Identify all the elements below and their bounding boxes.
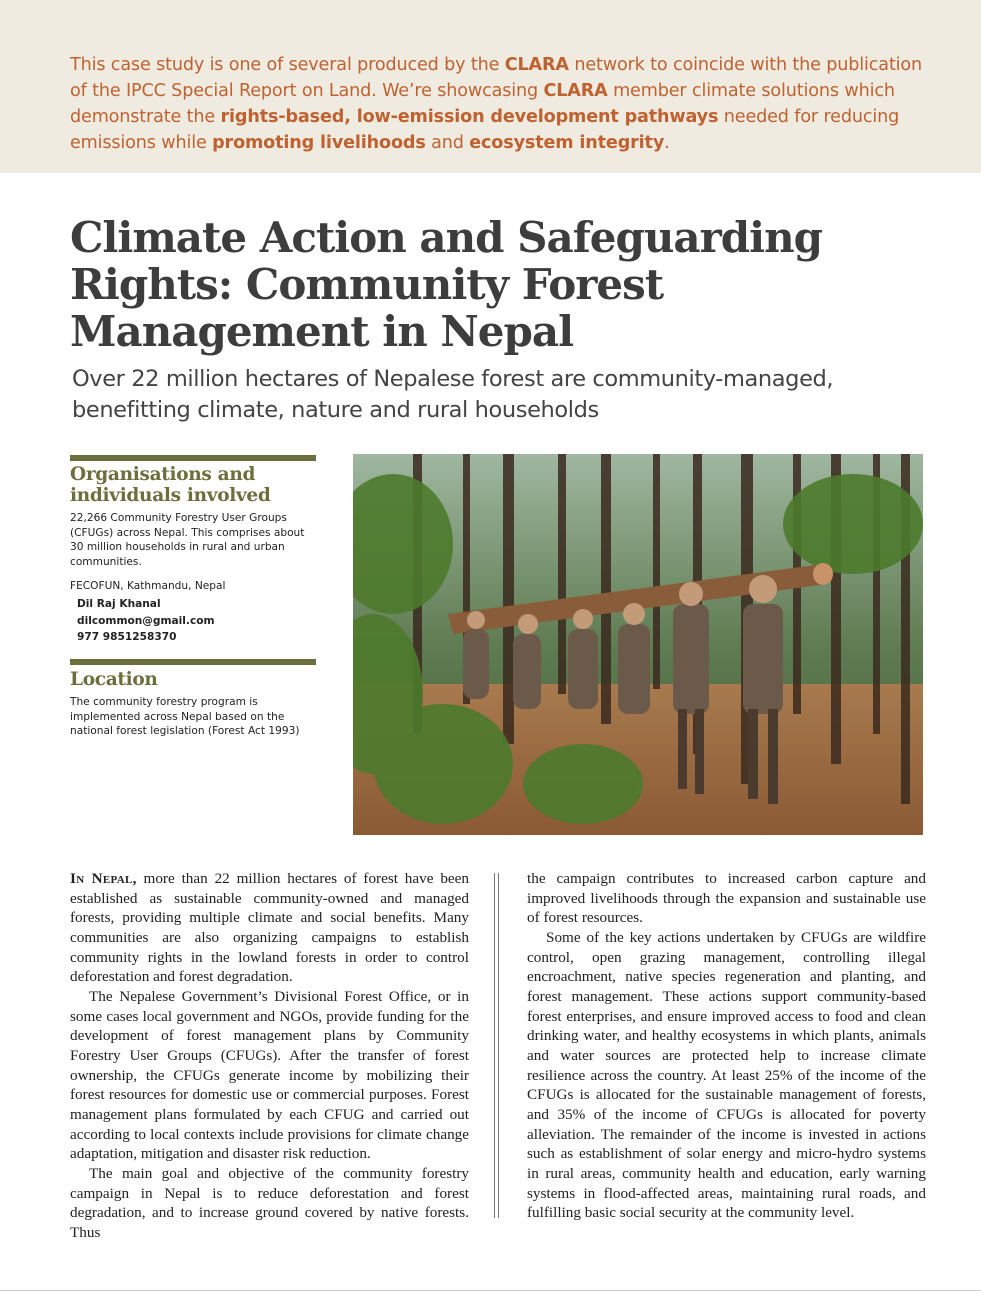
location-text: The community forestry program is implemented across Nepal based on the national forest legislation (Forest Act 1993) [70, 696, 300, 738]
forest-photo [353, 454, 923, 835]
page-bottom-rule [0, 1290, 981, 1291]
column-divider [494, 873, 499, 1218]
contact-name: Dil Raj Khanal [77, 598, 161, 610]
page-subtitle: Over 22 million hectares of Nepalese forest are community-managed, benefitting climate, nature and rural households [72, 366, 834, 423]
body-paragraph: In Nepal, more than 22 million hectares of forest have been established as sustainable community-owned and managed forests, providing multiple climate and social benefits. Many communities are also organizing campaigns to establish community rights in the lowland forests in order to control deforestation and forest degradation. [70, 870, 469, 986]
integrity-highlight: ecosystem integrity [469, 133, 665, 153]
body-paragraph: The main goal and objective of the community forestry campaign in Nepal is to reduce deforestation and forest degradation, and to increase ground covered by native forests. Thus [70, 1164, 469, 1241]
forest-illustration [353, 454, 923, 835]
body-paragraph: Some of the key actions undertaken by CFUGs are wildfire control, open grazing management, controlling illegal encroachment, native species regeneration and planting, and forest management. These actions support community-based forest enterprises, and ensure improved access to food and clean drinking water, and healthy ecosystems in which plants, animals and water sources are protected help to increase climate resilience across the country. At least 25% of the income of the CFUGs is allocated for the sustainable management of forests, and 35% of the income of CFUGs is allocated for poverty alleviation. The remainder of the income is invested in actions such as establishment of solar energy and micro-hydro systems in rural areas, community health and education, early warning systems in flood-affected areas, maintaining rural roads, and fulfilling basic social security at the community level. [527, 928, 926, 1222]
intro-text: This case study is one of several produced by the CLARA network to coincide with the publication of the IPCC Special Report on Land. We’re showcasing CLARA member climate solutions which demonstrate the rights-based, low-emission development pathways needed for reducing emissions while promoting livelihoods and ecosystem integrity. [70, 55, 923, 153]
contact-email: dilcommon@gmail.com [77, 614, 215, 627]
contact-phone: 977 9851258370 [77, 631, 177, 643]
sidebar-rule [70, 659, 316, 665]
contact-block [77, 596, 215, 646]
clara-highlight: CLARA [543, 81, 608, 101]
body-paragraph: The Nepalese Government’s Divisional Forest Office, or in some cases local government and NGOs, provide funding for the development of forest management plans by Community Forestry User Groups (CFUGs). After the transfer of forest ownership, the CFUGs generate income by mobilizing their forest resources for domestic use or commercial purposes. Forest management plans formulated by each CFUG and carried out according to local contexts include provisions for climate change adaptation, mitigation and disaster risk reduction. [70, 987, 469, 1163]
organisation-name: FECOFUN, Kathmandu, Nepal [70, 580, 226, 592]
livelihoods-highlight: promoting livelihoods [212, 133, 426, 153]
clara-highlight: CLARA [504, 55, 569, 75]
pathways-highlight: rights-based, low-emission development pathways [220, 107, 719, 127]
page-title: Climate Action and Safeguarding Rights: Community Forest Management in Nepal [70, 213, 822, 356]
organisations-heading: Organisations and individuals involved [70, 464, 271, 506]
body-column-left [70, 869, 469, 1242]
body-column-right [527, 869, 926, 1223]
intro-banner [0, 0, 981, 173]
organisations-text: 22,266 Community Forestry User Groups (CFUGs) across Nepal. This comprises about 30 million households in rural and urban communities. [70, 512, 305, 569]
location-heading: Location [70, 669, 158, 690]
sidebar-rule [70, 455, 316, 461]
lead-in: In Nepal, [70, 870, 137, 887]
body-paragraph: the campaign contributes to increased carbon capture and improved livelihoods through the expansion and sustainable use of forest resources. [527, 870, 926, 927]
